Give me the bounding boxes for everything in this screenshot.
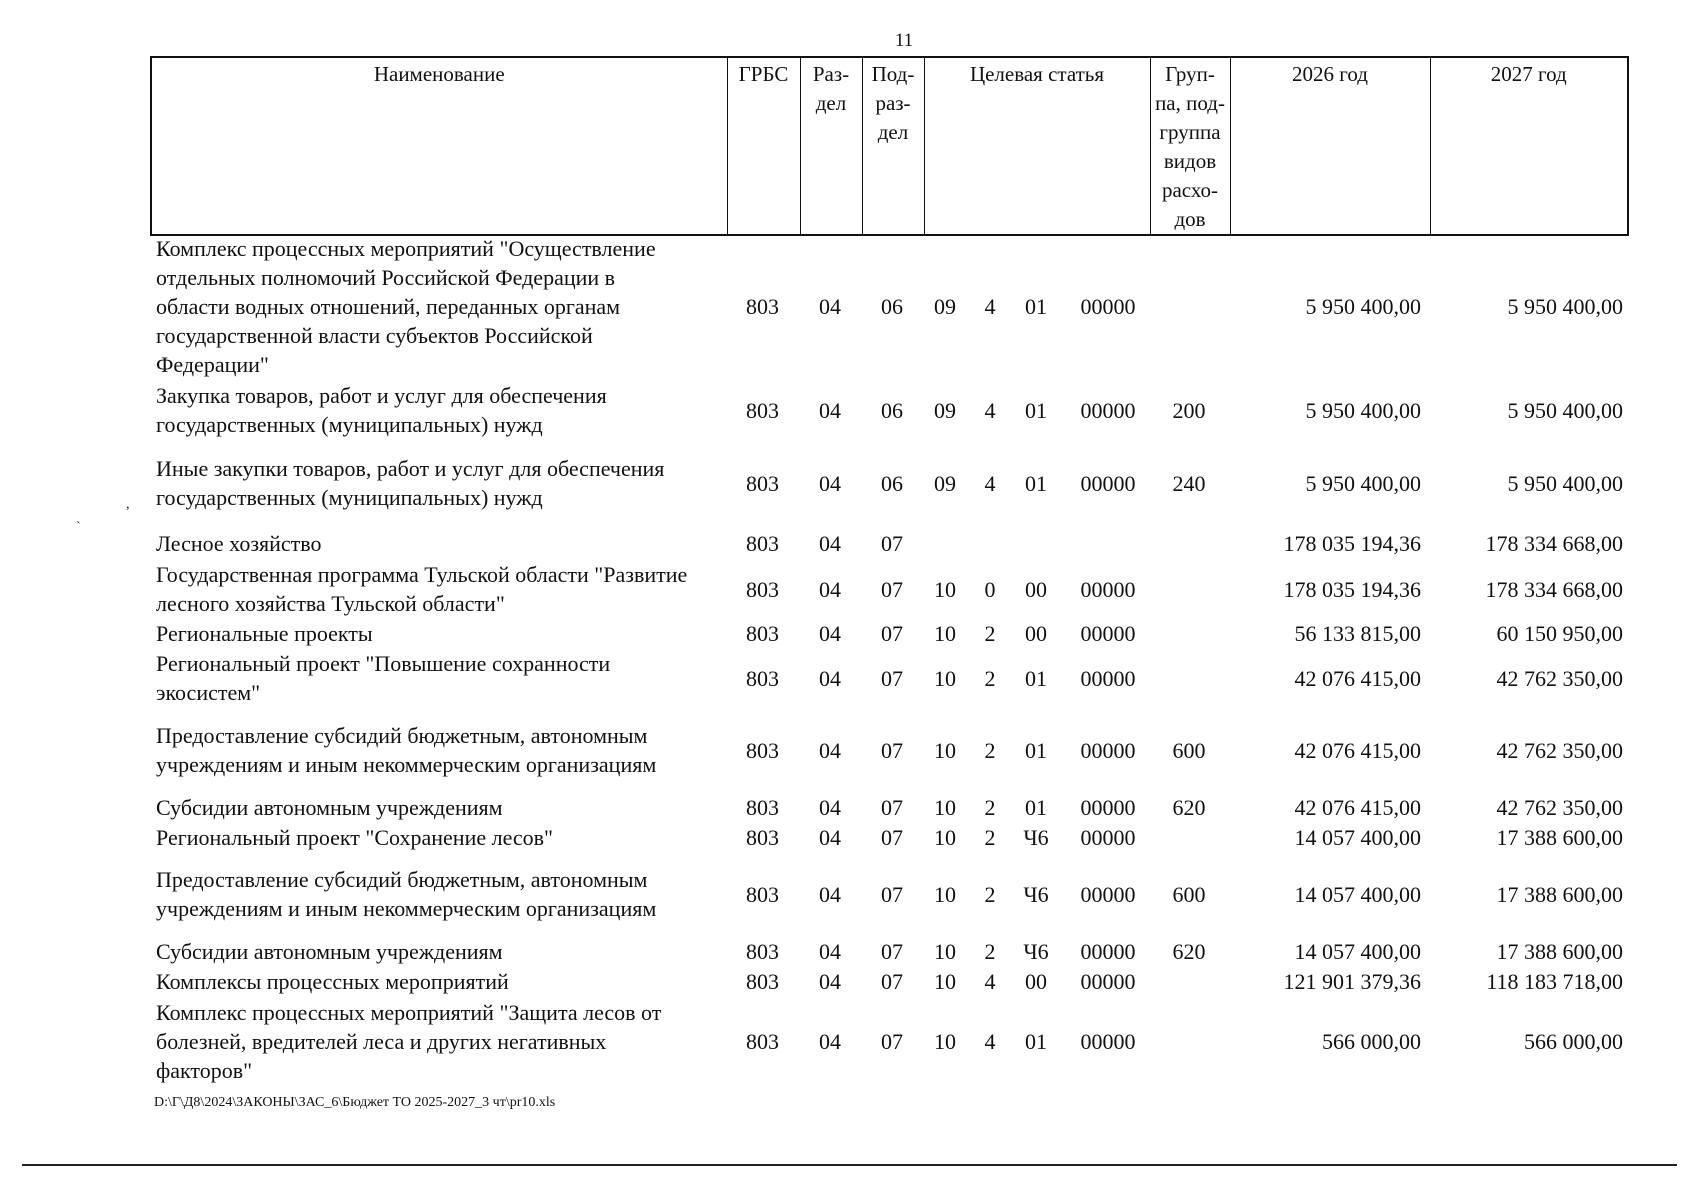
row-name: Региональные проекты (156, 620, 373, 646)
row-vid-rashodov: 240 (1172, 470, 1206, 496)
header-year-2026: 2026 год (1230, 57, 1430, 235)
row-ts-structure: 01 (1025, 397, 1047, 423)
row-name: Субсидии автономным учреждениям (156, 794, 503, 820)
row-name: Лесное хозяйство (156, 530, 322, 556)
row-podrazdel: 07 (881, 968, 903, 994)
table-row (150, 792, 1627, 822)
row-ts-type: 2 (984, 938, 996, 964)
row-year-2027: 17 388 600,00 (1496, 881, 1623, 907)
row-ts-type: 0 (984, 576, 996, 602)
table-row (150, 648, 1627, 708)
row-ts-structure: 01 (1025, 1028, 1047, 1054)
row-year-2026: 42 076 415,00 (1294, 737, 1421, 763)
row-ts-program (925, 526, 965, 560)
row-ts-direction: 00000 (1080, 293, 1136, 319)
row-razdel: 04 (819, 794, 841, 820)
row-podrazdel: 07 (881, 737, 903, 763)
row-grbs: 803 (746, 576, 779, 602)
row-ts-type: 2 (984, 665, 996, 691)
header-podrazdel: Под- раз- дел (862, 57, 924, 235)
row-year-2026: 121 901 379,36 (1283, 968, 1421, 994)
row-year-2027: 5 950 400,00 (1507, 293, 1623, 319)
row-name: Комплексы процессных мероприятий (156, 968, 509, 994)
table-row (150, 822, 1627, 852)
header-vid-rashodov: Груп- па, под- группа видов расхо- дов (1150, 57, 1230, 235)
row-ts-type: 2 (984, 794, 996, 820)
row-year-2026: 178 035 194,36 (1283, 576, 1421, 602)
row-name: Региональный проект "Повышение сохранности экосистем" (156, 651, 611, 705)
bottom-divider (22, 1164, 1677, 1166)
row-grbs: 803 (746, 293, 779, 319)
header-grbs: ГРБС (727, 57, 800, 235)
row-ts-direction: 00000 (1080, 824, 1136, 850)
row-ts-direction: 00000 (1080, 737, 1136, 763)
row-ts-direction: 00000 (1080, 1028, 1136, 1054)
row-podrazdel: 07 (881, 530, 903, 556)
row-vid-rashodov (1150, 822, 1228, 852)
row-grbs: 803 (746, 397, 779, 423)
row-name: Иные закупки товаров, работ и услуг для обеспечения государственных (муниципальных) нужд (156, 456, 665, 510)
row-ts-structure: 01 (1025, 470, 1047, 496)
row-podrazdel: 07 (881, 665, 903, 691)
row-vid-rashodov: 600 (1172, 737, 1206, 763)
row-name: Предоставление субсидий бюджетным, автономным учреждениям и иным некоммерческим организациям (156, 723, 657, 777)
row-razdel: 04 (819, 620, 841, 646)
row-year-2026: 14 057 400,00 (1294, 824, 1421, 850)
row-grbs: 803 (746, 620, 779, 646)
row-year-2027: 118 183 718,00 (1486, 968, 1623, 994)
table-row (150, 526, 1627, 560)
row-ts-type (975, 526, 1005, 560)
table-row (150, 936, 1627, 966)
row-ts-structure: 01 (1025, 794, 1047, 820)
row-ts-structure: Ч6 (1023, 824, 1049, 850)
row-grbs: 803 (746, 794, 779, 820)
row-podrazdel: 07 (881, 576, 903, 602)
row-ts-direction: 00000 (1080, 938, 1136, 964)
row-ts-program: 10 (934, 1028, 956, 1054)
row-name: Региональный проект "Сохранение лесов" (156, 824, 554, 850)
row-podrazdel: 07 (881, 881, 903, 907)
row-year-2026: 5 950 400,00 (1305, 397, 1421, 423)
row-vid-rashodov (1150, 648, 1228, 708)
row-ts-type: 4 (984, 397, 996, 423)
row-ts-direction: 00000 (1080, 881, 1136, 907)
row-ts-direction: 00000 (1080, 968, 1136, 994)
row-ts-program: 09 (934, 397, 956, 423)
row-razdel: 04 (819, 737, 841, 763)
row-ts-structure: 01 (1025, 665, 1047, 691)
row-vid-rashodov: 620 (1172, 794, 1206, 820)
row-razdel: 04 (819, 968, 841, 994)
row-name: Закупка товаров, работ и услуг для обеспечения государственных (муниципальных) нужд (156, 383, 607, 437)
row-razdel: 04 (819, 293, 841, 319)
table-row (150, 440, 1627, 526)
row-ts-structure: 00 (1025, 968, 1047, 994)
row-ts-type: 4 (984, 470, 996, 496)
row-ts-program: 10 (934, 968, 956, 994)
row-year-2027: 42 762 350,00 (1496, 737, 1623, 763)
table-body (150, 232, 1627, 1086)
row-grbs: 803 (746, 737, 779, 763)
row-ts-program: 09 (934, 293, 956, 319)
row-ts-type: 4 (984, 293, 996, 319)
row-ts-program: 10 (934, 737, 956, 763)
row-year-2026: 42 076 415,00 (1294, 665, 1421, 691)
row-ts-program: 10 (934, 576, 956, 602)
row-ts-type: 4 (984, 968, 996, 994)
row-podrazdel: 06 (881, 293, 903, 319)
row-name: Предоставление субсидий бюджетным, автономным учреждениям и иным некоммерческим организациям (156, 867, 657, 921)
table-row (150, 560, 1627, 618)
row-name: Субсидии автономным учреждениям (156, 938, 503, 964)
row-podrazdel: 07 (881, 794, 903, 820)
row-ts-direction (1068, 526, 1148, 560)
row-ts-program: 10 (934, 794, 956, 820)
row-ts-structure: 00 (1025, 620, 1047, 646)
row-razdel: 04 (819, 824, 841, 850)
row-vid-rashodov: 600 (1172, 881, 1206, 907)
row-ts-structure: Ч6 (1023, 938, 1049, 964)
row-vid-rashodov: 620 (1172, 938, 1206, 964)
row-ts-program: 10 (934, 824, 956, 850)
row-year-2026: 5 950 400,00 (1305, 470, 1421, 496)
row-razdel: 04 (819, 530, 841, 556)
table-row (150, 966, 1627, 996)
row-grbs: 803 (746, 824, 779, 850)
row-vid-rashodov (1150, 560, 1228, 618)
row-ts-program: 10 (934, 881, 956, 907)
row-razdel: 04 (819, 938, 841, 964)
row-grbs: 803 (746, 968, 779, 994)
row-ts-structure: 00 (1025, 576, 1047, 602)
row-grbs: 803 (746, 938, 779, 964)
table-row (150, 618, 1627, 648)
row-podrazdel: 07 (881, 824, 903, 850)
row-ts-direction: 00000 (1080, 794, 1136, 820)
row-ts-direction: 00000 (1080, 576, 1136, 602)
table-row (150, 232, 1627, 380)
row-year-2026: 42 076 415,00 (1294, 794, 1421, 820)
row-grbs: 803 (746, 530, 779, 556)
row-grbs: 803 (746, 665, 779, 691)
table-row (150, 708, 1627, 792)
row-podrazdel: 07 (881, 938, 903, 964)
row-year-2027: 60 150 950,00 (1496, 620, 1623, 646)
row-year-2026: 14 057 400,00 (1294, 938, 1421, 964)
row-year-2026: 566 000,00 (1322, 1028, 1421, 1054)
header-razdel: Раз- дел (800, 57, 862, 235)
row-year-2027: 17 388 600,00 (1496, 938, 1623, 964)
row-year-2026: 56 133 815,00 (1294, 620, 1421, 646)
table-row (150, 996, 1627, 1086)
row-ts-direction: 00000 (1080, 665, 1136, 691)
row-ts-type: 2 (984, 824, 996, 850)
row-vid-rashodov (1150, 232, 1228, 380)
row-vid-rashodov: 200 (1172, 397, 1206, 423)
row-year-2027: 42 762 350,00 (1496, 794, 1623, 820)
row-ts-direction: 00000 (1080, 470, 1136, 496)
row-podrazdel: 06 (881, 397, 903, 423)
row-podrazdel: 07 (881, 620, 903, 646)
row-vid-rashodov (1150, 618, 1228, 648)
row-razdel: 04 (819, 576, 841, 602)
row-name: Государственная программа Тульской области "Развитие лесного хозяйства Тульской области" (156, 562, 688, 616)
margin-mark: , (126, 497, 130, 512)
row-name: Комплекс процессных мероприятий "Защита лесов от болезней, вредителей леса и других негативных факторов" (156, 999, 662, 1083)
row-ts-direction: 00000 (1080, 397, 1136, 423)
header-name: Наименование (151, 57, 727, 235)
row-podrazdel: 07 (881, 1028, 903, 1054)
row-ts-type: 4 (984, 1028, 996, 1054)
row-ts-program: 10 (934, 938, 956, 964)
row-year-2026: 5 950 400,00 (1305, 293, 1421, 319)
row-ts-structure (1008, 526, 1064, 560)
row-ts-type: 2 (984, 620, 996, 646)
row-year-2027: 17 388 600,00 (1496, 824, 1623, 850)
row-ts-program: 09 (934, 470, 956, 496)
row-name: Комплекс процессных мероприятий "Осуществление отдельных полномочий Российской Федерации в области водных отношений, переданных органам государственной власти субъектов Российской Федерации" (156, 235, 656, 377)
table-row (150, 380, 1627, 440)
row-podrazdel: 06 (881, 470, 903, 496)
header-tselevaya-statya: Целевая статья (924, 57, 1150, 235)
row-razdel: 04 (819, 397, 841, 423)
row-ts-structure: Ч6 (1023, 881, 1049, 907)
row-year-2026: 14 057 400,00 (1294, 881, 1421, 907)
row-ts-direction: 00000 (1080, 620, 1136, 646)
row-vid-rashodov (1150, 526, 1228, 560)
row-grbs: 803 (746, 470, 779, 496)
row-ts-type: 2 (984, 737, 996, 763)
row-vid-rashodov (1150, 996, 1228, 1086)
row-year-2027: 566 000,00 (1524, 1028, 1623, 1054)
table-header (150, 56, 1629, 236)
row-year-2026: 178 035 194,36 (1283, 530, 1421, 556)
row-year-2027: 5 950 400,00 (1507, 470, 1623, 496)
row-ts-program: 10 (934, 620, 956, 646)
row-razdel: 04 (819, 470, 841, 496)
row-ts-structure: 01 (1025, 293, 1047, 319)
row-year-2027: 178 334 668,00 (1485, 576, 1623, 602)
row-razdel: 04 (819, 1028, 841, 1054)
row-year-2027: 178 334 668,00 (1485, 530, 1623, 556)
header-year-2027: 2027 год (1430, 57, 1628, 235)
row-ts-type: 2 (984, 881, 996, 907)
page-number: 11 (894, 30, 914, 51)
row-vid-rashodov (1150, 966, 1228, 996)
row-razdel: 04 (819, 665, 841, 691)
row-ts-program: 10 (934, 665, 956, 691)
row-year-2027: 5 950 400,00 (1507, 397, 1623, 423)
row-year-2027: 42 762 350,00 (1496, 665, 1623, 691)
row-grbs: 803 (746, 1028, 779, 1054)
file-path-footer: D:\Г\Д8\2024\ЗАКОНЫ\ЗАС_6\Бюджет ТО 2025-2027_3 чт\pr10.xls (154, 1095, 556, 1110)
row-grbs: 803 (746, 881, 779, 907)
margin-mark: ` (76, 520, 81, 535)
row-razdel: 04 (819, 881, 841, 907)
row-ts-structure: 01 (1025, 737, 1047, 763)
table-row (150, 852, 1627, 936)
